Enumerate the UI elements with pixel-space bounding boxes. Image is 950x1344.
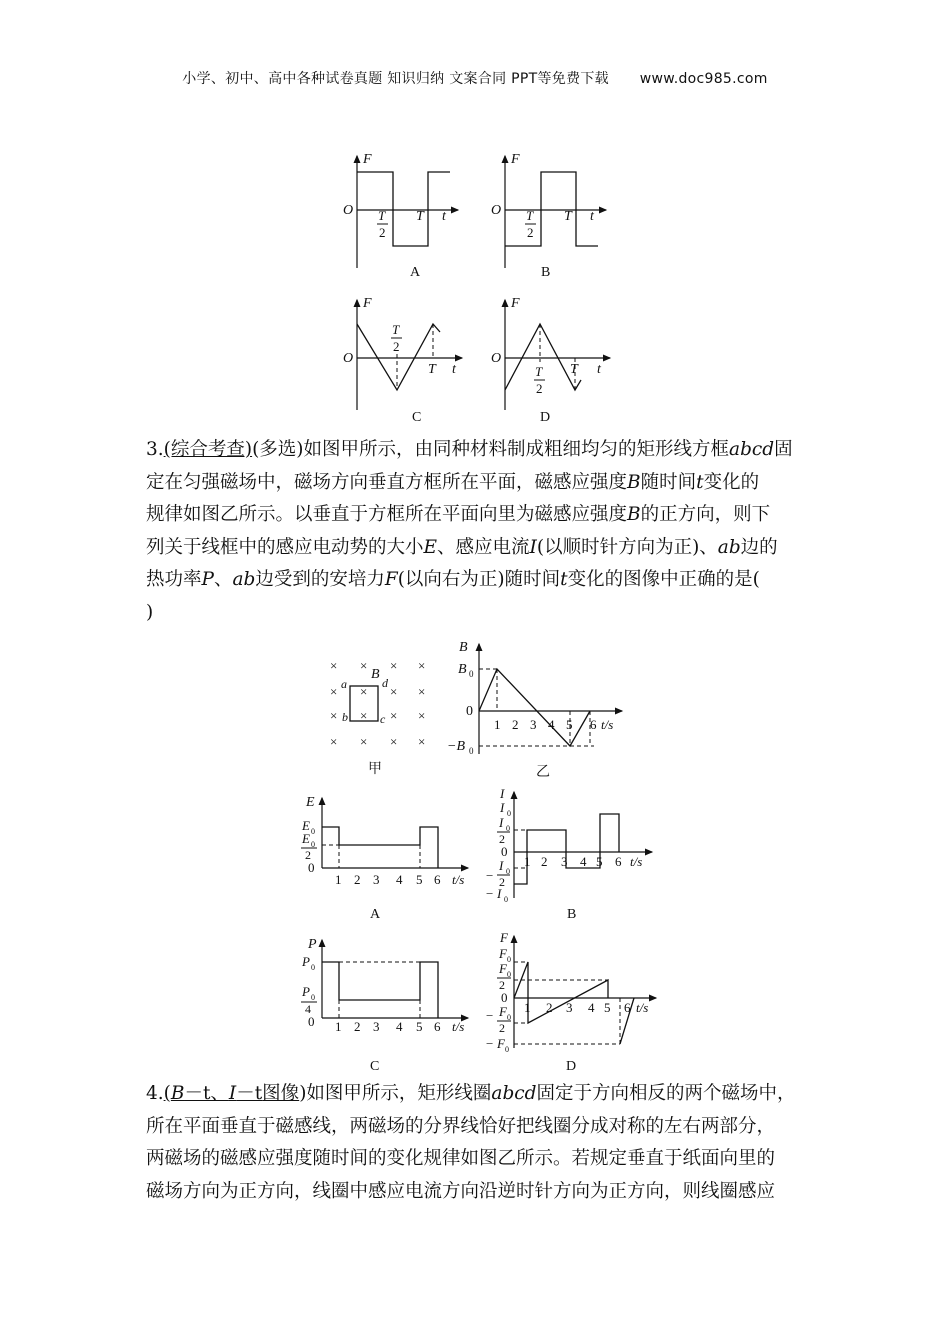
label-i0: I <box>500 800 505 815</box>
graph-a <box>343 152 458 280</box>
minus-sign: − <box>486 1036 494 1051</box>
label-e0-half: E <box>302 831 310 846</box>
origin-zero: 0 <box>308 1014 315 1029</box>
sub-0: 0 <box>469 746 474 756</box>
axis-f: F <box>511 296 520 311</box>
q3-text: 固 <box>774 439 793 460</box>
label-t: T <box>570 362 578 377</box>
option-label: D <box>566 1059 577 1074</box>
label-t: T <box>416 209 424 224</box>
corner-b: b <box>342 710 348 724</box>
q3-var: P <box>201 569 214 590</box>
q3-var: t <box>696 471 704 493</box>
label-p0: P <box>302 954 310 969</box>
figure-jia <box>322 650 442 780</box>
sub-0: 0 <box>505 1045 509 1054</box>
option-label: D <box>540 410 551 425</box>
denominator-2: 2 <box>499 832 505 846</box>
q3-text: 变化的图像中正确的是( <box>567 569 760 590</box>
tick-label: 6 <box>615 854 622 869</box>
header-url: www.doc985.com <box>639 71 768 87</box>
tick-label: 3 <box>561 854 568 869</box>
q4-var: I <box>228 1083 237 1104</box>
axis-t: t <box>590 209 594 224</box>
sub-0: 0 <box>504 895 508 904</box>
q3-var: abcd <box>729 439 775 460</box>
sub-0: 0 <box>506 867 510 876</box>
q4-tag-part: ( <box>163 1083 171 1104</box>
q3-var: t <box>560 569 568 590</box>
graph-b <box>491 152 606 280</box>
field-b-label: B <box>371 667 380 682</box>
option-label: B <box>541 265 551 280</box>
tick-label: 5 <box>416 1019 423 1034</box>
label-i0-half: I <box>499 815 504 830</box>
tick-label: 6 <box>434 1019 441 1034</box>
axis-t: t <box>452 362 456 377</box>
half-t-num: T <box>526 208 534 223</box>
label-minus-i0: I <box>497 886 502 901</box>
q3-option-d <box>480 928 662 1076</box>
tick-label: 1 <box>494 717 501 732</box>
q3-var: B <box>627 471 641 493</box>
sub-0: 0 <box>469 669 474 679</box>
axis-f: F <box>511 152 520 167</box>
sub-0: 0 <box>507 955 511 964</box>
q4-tag-part: －t、 <box>184 1083 229 1104</box>
tick-label: 6 <box>624 1000 631 1015</box>
q4-number: 4. <box>146 1083 164 1104</box>
half-t-den: 2 <box>379 225 386 240</box>
tick-label: 3 <box>530 717 537 732</box>
label-p0-quarter: P <box>302 984 310 999</box>
label-f0-half: F <box>499 961 507 976</box>
graph-d <box>491 296 610 425</box>
cross-mark: × <box>390 708 398 723</box>
half-t-den: 2 <box>393 339 400 354</box>
tick-label: 3 <box>373 1019 380 1034</box>
cross-mark: × <box>418 734 426 749</box>
q4-tag-part: －t <box>236 1083 263 1104</box>
figure-yi <box>444 636 634 782</box>
tick-label: 5 <box>416 872 423 887</box>
axis-t: t <box>442 209 446 224</box>
label-minus-f0-half: F <box>499 1004 507 1019</box>
axis-t-unit: t/s <box>452 872 465 887</box>
cross-mark: × <box>418 708 426 723</box>
q3-number: 3. <box>146 439 164 460</box>
q4-text: 所在平面垂直于磁感线，两磁场的分界线恰好把线圈分成对称的左右两部分， <box>146 1115 776 1137</box>
axis-f: F <box>363 296 372 311</box>
q3-text: 边受到的安培力 <box>255 569 385 590</box>
label-b0: B <box>458 662 467 677</box>
tick-label: 1 <box>335 1019 342 1034</box>
q2-graphs-ab <box>330 148 620 283</box>
tick-label: 2 <box>546 1000 553 1015</box>
q3-var: E <box>423 536 438 558</box>
tick-label: 2 <box>512 717 519 732</box>
axis-t-unit: t/s <box>630 854 643 869</box>
half-t-num: T <box>392 322 400 337</box>
tick-label: 6 <box>434 872 441 887</box>
q3-text: 、 <box>213 569 233 590</box>
q3-text: 、感应电流 <box>437 536 530 558</box>
cross-mark: × <box>390 658 398 673</box>
cross-mark: × <box>360 708 368 723</box>
label-t: T <box>564 209 572 224</box>
header-text: 小学、初中、高中各种试卷真题 知识归纳 文案合同 PPT等免费下载 <box>182 71 609 87</box>
label-minus-i0-half: I <box>499 858 504 873</box>
sub-0: 0 <box>311 963 315 972</box>
tick-label: 2 <box>541 854 548 869</box>
denominator-2: 2 <box>499 1021 505 1035</box>
q4-tag-part: 图像 <box>262 1083 300 1104</box>
sub-0: 0 <box>507 809 511 818</box>
origin-zero: 0 <box>466 704 473 719</box>
cross-mark: × <box>330 734 338 749</box>
origin-zero: 0 <box>501 844 508 859</box>
graph-c <box>343 296 462 425</box>
denominator-2: 2 <box>305 848 311 862</box>
label-t: T <box>428 362 436 377</box>
q3-text: 定在匀强磁场中，磁场方向垂直方框所在平面，磁感应强度 <box>146 471 628 493</box>
origin: O <box>343 351 354 366</box>
tick-label: 3 <box>373 872 380 887</box>
q3-var: ab <box>717 536 741 558</box>
cross-mark: × <box>330 708 338 723</box>
axis-p: P <box>308 937 317 952</box>
axis-t: t <box>597 362 601 377</box>
minus-sign: − <box>486 886 494 901</box>
tick-label: 5 <box>604 1000 611 1015</box>
q3-var: ab <box>232 569 256 590</box>
tick-label: 1 <box>524 1000 531 1015</box>
option-label: A <box>370 907 381 922</box>
corner-c: c <box>380 712 386 726</box>
sub-0: 0 <box>507 1013 511 1022</box>
option-label: B <box>567 907 577 922</box>
tick-label: 4 <box>588 1000 595 1015</box>
label-f0: F <box>499 946 507 961</box>
q3-text: 随时间 <box>640 471 697 493</box>
minus-sign: − <box>486 1008 494 1023</box>
q3-text: 变化的 <box>703 471 760 493</box>
q4-tag <box>164 1083 300 1104</box>
axis-t-unit: t/s <box>636 1000 649 1015</box>
q4-var: B <box>170 1083 185 1104</box>
axis-i: I <box>500 786 505 801</box>
q3-tag2: (多选) <box>252 439 304 460</box>
cross-mark: × <box>360 734 368 749</box>
origin: O <box>491 203 502 218</box>
axis-e: E <box>306 795 315 810</box>
cross-mark: × <box>330 684 338 699</box>
cross-mark: × <box>418 658 426 673</box>
q3-text: 的正方向，则下 <box>640 504 771 525</box>
sub-0: 0 <box>311 840 315 849</box>
tick-label: 2 <box>354 872 361 887</box>
cross-mark: × <box>418 684 426 699</box>
option-label: A <box>410 265 421 280</box>
denominator-2: 2 <box>499 978 505 992</box>
q4-tag-part: ) <box>299 1083 307 1104</box>
tick-label: 2 <box>354 1019 361 1034</box>
origin-zero: 0 <box>501 990 508 1005</box>
label-minus-f0: F <box>497 1036 505 1051</box>
half-t-den: 2 <box>536 381 543 396</box>
q3-option-a <box>296 790 476 926</box>
q3-var: B <box>627 504 641 525</box>
corner-d: d <box>382 676 388 690</box>
half-t-num: T <box>378 208 386 223</box>
q3-text: 热功率 <box>146 569 202 590</box>
tick-label: 5 <box>566 717 573 732</box>
option-label: C <box>370 1059 380 1074</box>
question-4 <box>146 1078 806 1208</box>
q3-var: F <box>384 569 398 590</box>
tick-label: 6 <box>590 717 597 732</box>
q3-tag: (综合考查) <box>163 439 253 460</box>
q3-text: 边的 <box>740 536 778 558</box>
tick-label: 1 <box>335 872 342 887</box>
cross-mark: × <box>390 684 398 699</box>
q3-text: 规律如图乙所示。以垂直于方框所在平面向里为磁感应强度 <box>146 504 628 525</box>
q3-option-b <box>480 784 662 926</box>
cross-mark: × <box>360 684 368 699</box>
fig-label-jia: 甲 <box>368 762 382 777</box>
q2-graphs-cd <box>330 292 620 426</box>
minus-sign: − <box>486 868 494 883</box>
tick-label: 4 <box>396 1019 403 1034</box>
label-minus-b0: −B <box>447 739 465 754</box>
q3-text: 列关于线框中的感应电动势的大小 <box>146 536 424 558</box>
tick-label: 3 <box>566 1000 573 1015</box>
q4-text: 固定于方向相反的两个磁场中， <box>536 1083 796 1104</box>
sub-0: 0 <box>311 827 315 836</box>
half-t-num: T <box>535 364 543 379</box>
q3-text: (以向右为正)随时间 <box>397 569 561 590</box>
sub-0: 0 <box>506 824 510 833</box>
cross-mark: × <box>390 734 398 749</box>
origin: O <box>491 351 502 366</box>
origin: O <box>343 203 354 218</box>
label-e0: E <box>302 818 310 833</box>
half-t-den: 2 <box>527 225 534 240</box>
axis-t-unit: t/s <box>601 717 614 732</box>
sub-0: 0 <box>507 970 511 979</box>
q3-var: I <box>529 536 537 558</box>
fig-label-yi: 乙 <box>536 765 550 780</box>
axis-f: F <box>500 930 508 945</box>
option-label: C <box>412 410 422 425</box>
q4-text: 如图甲所示，矩形线圈 <box>306 1083 492 1104</box>
axis-b: B <box>459 640 468 655</box>
axis-t-unit: t/s <box>452 1019 465 1034</box>
q4-text: 两磁场的磁感应强度随时间的变化规律如图乙所示。若规定垂直于纸面向里的 <box>146 1148 776 1169</box>
q3-text: ) <box>146 601 154 623</box>
q4-text: 磁场方向为正方向，线圈中感应电流方向沿逆时针方向为正方向，则线圈感应 <box>146 1180 776 1202</box>
denominator-4: 4 <box>305 1002 311 1016</box>
denominator-2: 2 <box>499 875 505 889</box>
tick-label: 4 <box>580 854 587 869</box>
origin-zero: 0 <box>308 860 315 875</box>
question-3 <box>146 434 806 629</box>
q3-option-c <box>296 932 476 1076</box>
sub-0: 0 <box>311 993 315 1002</box>
axis-f: F <box>363 152 372 167</box>
q3-text: (以顺时针方向为正)、 <box>536 536 718 558</box>
q3-text: 如图甲所示，由同种材料制成粗细均匀的矩形线方框 <box>303 439 730 460</box>
q4-var: abcd <box>491 1083 537 1104</box>
cross-mark: × <box>330 658 338 673</box>
tick-label: 1 <box>524 854 531 869</box>
page-header <box>0 68 950 88</box>
corner-a: a <box>341 677 347 691</box>
tick-label: 4 <box>548 717 555 732</box>
tick-label: 4 <box>396 872 403 887</box>
tick-label: 5 <box>596 854 603 869</box>
cross-mark: × <box>360 658 368 673</box>
